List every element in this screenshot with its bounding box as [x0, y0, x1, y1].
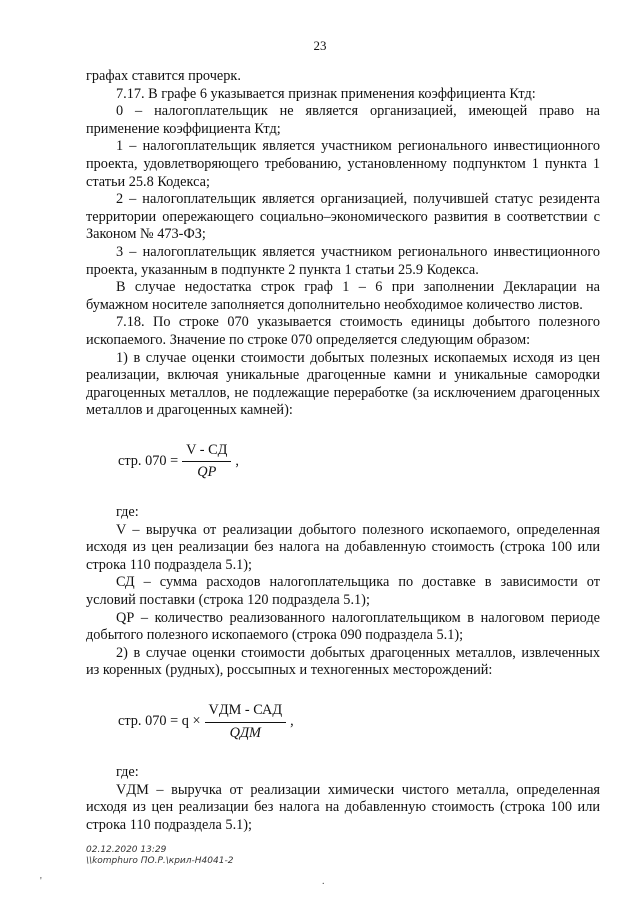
paragraph: 1) в случае оценки стоимости добытых полезных ископаемых исходя из цен реализации, включая уникальные драгоценные камни и уникальные самородки драгоценных металлов, не подлежащие переработке (за исключением драгоценных металлов и драгоценных камней): [86, 349, 600, 419]
formula-2 [118, 702, 600, 742]
paragraph: 7.18. По строке 070 указывается стоимость единицы добытого полезного ископаемого. Значение по строке 070 определяется следующим образом: [86, 314, 600, 348]
fraction-numerator: VДМ - САД [205, 702, 287, 723]
footer-timestamp: 02.12.2020 13:29 [86, 845, 167, 855]
formula-tail: , [235, 453, 239, 470]
where-label: где: [116, 764, 139, 781]
page-number: 23 [313, 38, 327, 53]
where-label: где: [116, 504, 139, 521]
paragraph: В случае недостатка строк граф 1 – 6 при заполнении Декларации на бумажном носителе заполняется дополнительно необходимое количество листов. [86, 279, 600, 313]
formula-tail: , [290, 713, 294, 730]
definition: V – выручка от реализации добытого полезного ископаемого, определенная исходя из цен реализации без налога на добавленную стоимость (строка 100 или строка 110 подраздела 5.1); [86, 521, 600, 573]
scan-mark: ' [40, 876, 42, 887]
fraction-denominator: QДМ [229, 724, 261, 741]
document-body [86, 68, 600, 835]
formula-lhs: стр. 070 = q × [118, 713, 201, 730]
fraction-numerator: V - CД [182, 442, 231, 463]
paragraph: 0 – налогоплательщик не является организацией, имеющей право на применение коэффициента Ктд; [86, 103, 600, 137]
definition: СД – сумма расходов налогоплательщика по доставке в зависимости от условий поставки (строка 120 подраздела 5.1); [86, 574, 600, 609]
paragraph: 2 – налогоплательщик является организацией, получившей статус резидента территории опережающего социально–экономического развития в соответствии с Законом № 473-ФЗ; [86, 191, 600, 243]
definition: QР – количество реализованного налогоплательщиком в налоговом периоде добытого полезного ископаемого (строка 090 подраздела 5.1); [86, 609, 600, 644]
fraction [205, 702, 287, 742]
formula-lhs: стр. 070 = [118, 453, 179, 470]
paragraph: 7.17. В графе 6 указывается признак применения коэффициента Ктд: [116, 85, 536, 102]
fraction-denominator: QР [197, 464, 217, 481]
paragraph: 2) в случае оценки стоимости добытых драгоценных металлов, извлеченных из коренных (рудных), россыпных и техногенных месторождений: [86, 644, 600, 679]
formula-1 [118, 442, 600, 482]
footer-path: \\komphuro ПО.Р.\крил-Н4041-2 [86, 856, 234, 866]
paragraph: 1 – налогоплательщик является участником регионального инвестиционного проекта, удовлетворяющего требованию, установленному подпунктом 1 пункта 1 статьи 25.8 Кодекса; [86, 138, 600, 190]
file-footer [86, 845, 233, 867]
paragraph: графах ставится прочерк. [86, 68, 241, 84]
paragraph: 3 – налогоплательщик является участником регионального инвестиционного проекта, указанным в подпункте 2 пункта 1 статьи 25.9 Кодекса. [86, 243, 600, 278]
definition: VДМ – выручка от реализации химически чистого металла, определенная исходя из цен реализации без налога на добавленную стоимость (строка 100 или строка 110 подраздела 5.1); [86, 781, 600, 833]
fraction [182, 442, 231, 482]
scan-mark: . [322, 876, 325, 887]
